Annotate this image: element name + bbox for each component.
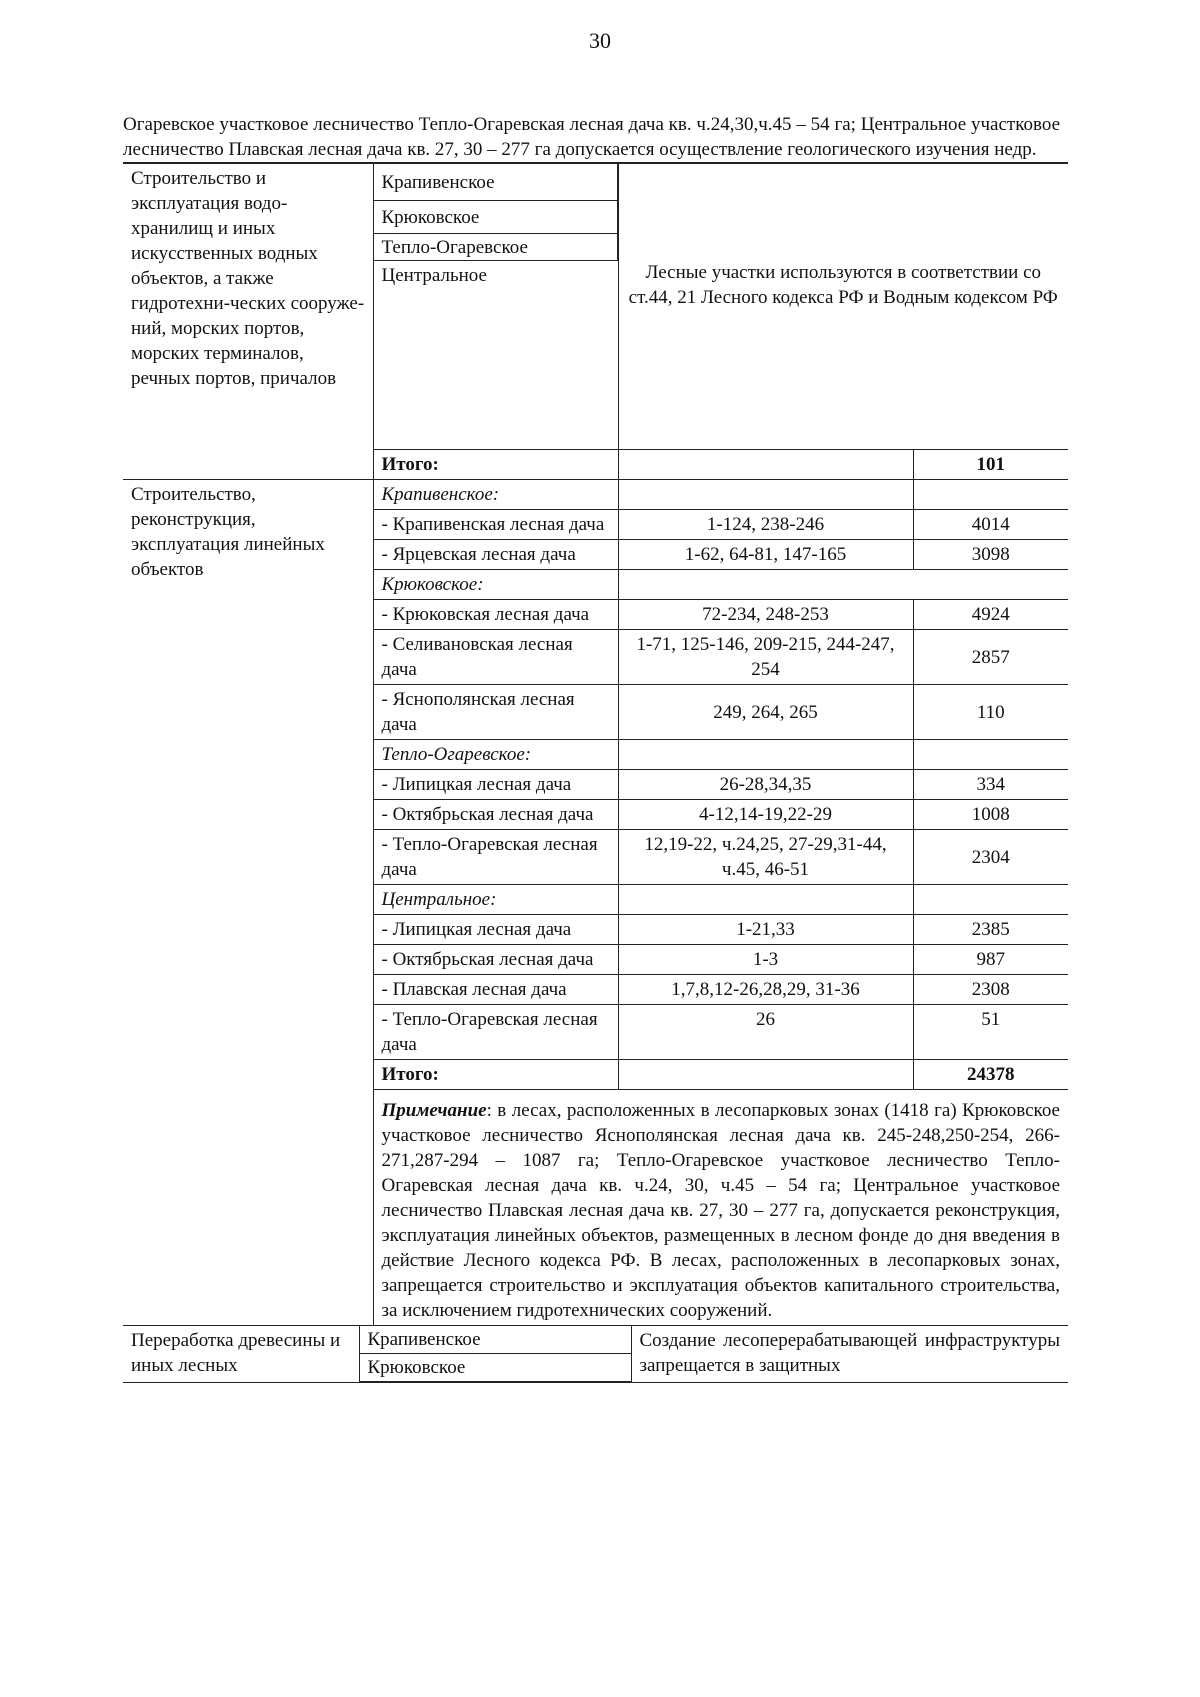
dacha-name: - Плавская лесная дача [373,975,618,1005]
wood-forestry-item: Крюковское [360,1353,631,1381]
dacha-name: - Октябрьская лесная дача [373,800,618,830]
quarters: 1-21,33 [618,915,913,945]
area: 2385 [913,915,1068,945]
water-activity: Строительство и эксплуатация водо-хранилищ и иных искусственных водных объектов, а также гидротехни-ческих сооруже-ний, морских портов, морских терминалов, речных портов, причалов [123,164,373,480]
dacha-name: - Тепло-Огаревская лесная дача [373,830,618,885]
dacha-name: - Тепло-Огаревская лесная дача [373,1005,618,1060]
quarters: 1,7,8,12-26,28,29, 31-36 [618,975,913,1005]
dacha-name: - Ярцевская лесная дача [373,540,618,570]
quarters: 26-28,34,35 [618,770,913,800]
wood-forestry-item: Крапивенское [360,1326,631,1354]
quarters: 1-124, 238-246 [618,510,913,540]
linear-activity: Строительство, реконструкция, эксплуатация линейных объектов [123,480,373,1326]
quarters: 249, 264, 265 [618,685,913,740]
water-description: Лесные участки используются в соответствии со ст.44, 21 Лесного кодекса РФ и Водным кодексом РФ [618,164,1068,450]
document-content [123,112,1068,1383]
area: 4924 [913,600,1068,630]
area: 2857 [913,630,1068,685]
water-forestry-item: Крюковское [374,201,618,234]
wood-forestries-cell [359,1325,631,1382]
water-forestry-list [374,164,618,290]
water-total-value: 101 [913,450,1068,480]
wood-description: Создание лесоперерабатывающей инфраструктуры запрещается в защитных [631,1325,1068,1382]
linear-group-name: Центральное: [373,885,618,915]
area: 3098 [913,540,1068,570]
linear-group-row [123,480,1068,510]
linear-total-label: Итого: [373,1060,618,1090]
water-total-empty [618,450,913,480]
water-forestry-item: Центральное [381,265,487,286]
area: 4014 [913,510,1068,540]
note-title: Примечание [381,1100,487,1121]
linear-total-value: 24378 [913,1060,1068,1090]
wood-section-row [123,1325,1068,1382]
water-forestry-item: Тепло-Огаревское [374,234,618,261]
dacha-name: - Крапивенская лесная дача [373,510,618,540]
wood-activity: Переработка древесины и иных лесных [123,1325,359,1382]
area: 110 [913,685,1068,740]
dacha-name: - Крюковская лесная дача [373,600,618,630]
dacha-name: - Липицкая лесная дача [373,915,618,945]
quarters: 1-3 [618,945,913,975]
quarters: 1-62, 64-81, 147-165 [618,540,913,570]
linear-group-name: Крюковское: [373,570,618,600]
area: 334 [913,770,1068,800]
page-number: 30 [589,28,611,53]
dacha-name: - Октябрьская лесная дача [373,945,618,975]
area: 2308 [913,975,1068,1005]
area: 51 [913,1005,1068,1060]
water-total-label: Итого: [373,450,618,480]
linear-group-name: Крапивенское: [373,480,618,510]
quarters: 72-234, 248-253 [618,600,913,630]
wood-table [123,1325,1068,1383]
water-forestries-cell [373,164,618,450]
top-note: Огаревское участковое лесничество Тепло-Огаревская лесная дача кв. ч.24,30,ч.45 – 54 га; Центральное участковое лесничество Плавская лесная дача кв. 27, 30 – 277 га допускается осуществление геологического изучения недр. [123,112,1068,163]
water-section-row [123,164,1068,450]
dacha-name: - Липицкая лесная дача [373,770,618,800]
note [373,1090,1068,1326]
quarters: 1-71, 125-146, 209-215, 244-247, 254 [618,630,913,685]
area: 1008 [913,800,1068,830]
water-forestry-item: Крапивенское [374,164,618,201]
dacha-name: - Яснополянская лесная дача [373,685,618,740]
area: 2304 [913,830,1068,885]
note-text: : в лесах, расположенных в лесопарковых зонах (1418 га) Крюковское участковое лесничество Яснополянская лесная дача кв. 245-248,250-254, 266-271,287-294 – 1087 га; Тепло-Огаревское участковое лесничество Тепло-Огаревская лесная дача кв. ч.24, 30, ч.45 – 54 га; Центральное участковое лесничество Плавская лесная дача кв. 27, 30 – 277 га, допускается реконструкция, эксплуатация линейных объектов, размещенных в лесном фонде до дня введения в действие Лесного кодекса РФ. В лесах, расположенных в лесопарковых зонах, запрещается строительство и эксплуатация объектов капитального строительства, за исключением гидротехнических сооружений. [381,1100,1060,1321]
wood-forestry-list [360,1326,631,1382]
quarters: 26 [618,1005,913,1060]
linear-group-name: Тепло-Огаревское: [373,740,618,770]
dacha-name: - Селивановская лесная дача [373,630,618,685]
quarters: 12,19-22, ч.24,25, 27-29,31-44, ч.45, 46-51 [618,830,913,885]
top-note-table [123,112,1068,163]
area: 987 [913,945,1068,975]
main-table [123,163,1068,1326]
quarters: 4-12,14-19,22-29 [618,800,913,830]
